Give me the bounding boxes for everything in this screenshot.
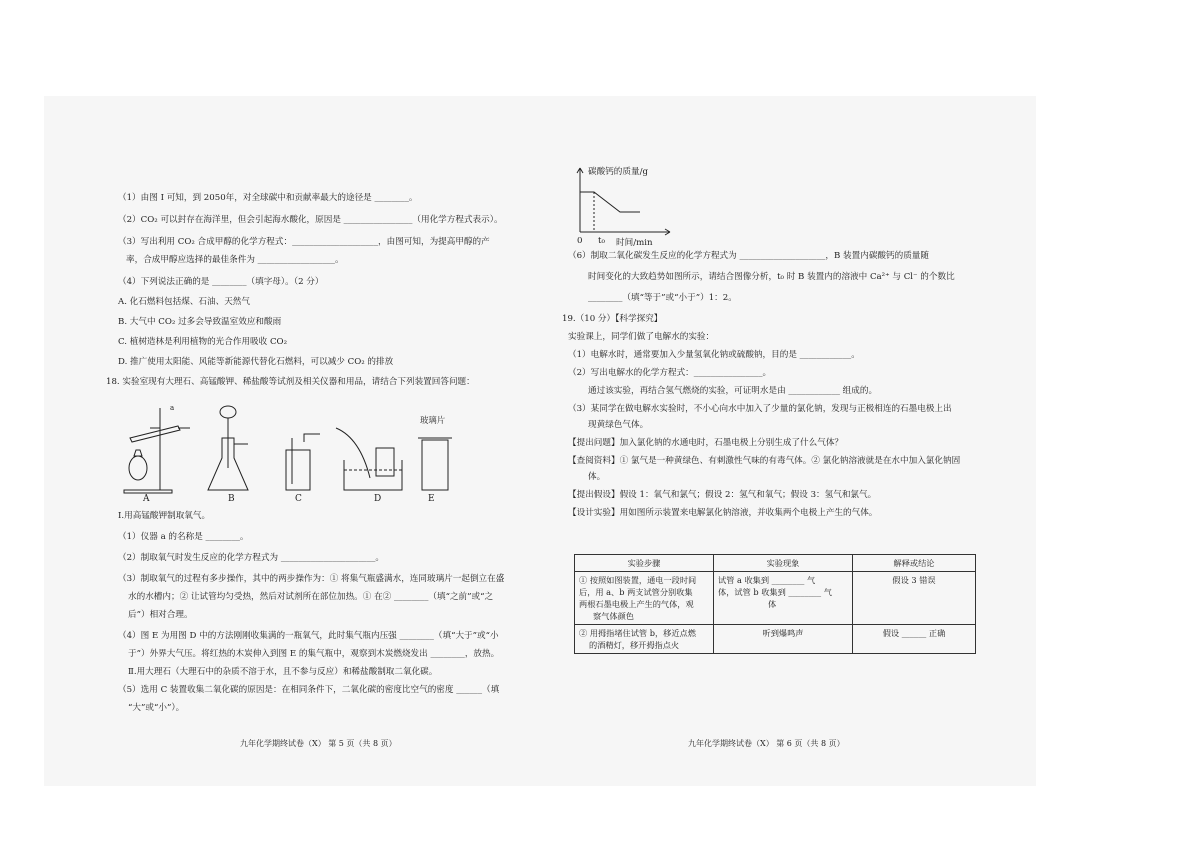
q18-3a: （3）制取氧气的过程有多步操作，其中的两步操作为：① 将集气瓶盛满水，连同玻璃片一起倒立在盛 — [118, 574, 505, 584]
left-footer: 九年化学期终试卷（X） 第 5 页（共 8 页） — [240, 739, 397, 748]
option-c: C. 植树造林是利用植物的光合作用吸收 CO₂ — [118, 337, 288, 347]
table-header-row — [575, 555, 976, 572]
apparatus-b — [208, 406, 248, 490]
apparatus-d — [336, 428, 402, 490]
q18-2: （2）制取氧气时发生反应的化学方程式为 ______________________。 — [118, 553, 385, 563]
lab-apparatus-figure — [120, 398, 470, 508]
q18-3b: 水的水槽内；② 让试管均匀受热，然后对试剂所在部位加热。① 在② ________（填“之前”或“之 — [128, 592, 494, 602]
q17-2: （2）CO₂ 可以封存在海洋里，但会引起海水酸化，原因是 ________________（用化学方程式表示）。 — [118, 215, 503, 225]
th-phenomenon: 实验现象 — [714, 555, 853, 572]
materials-b: 体。 — [588, 472, 606, 482]
q19-2: （2）写出电解水的化学方程式：________________。 — [568, 368, 772, 378]
apparatus-a — [124, 404, 190, 493]
glass-plate-label: 玻璃片 — [420, 415, 446, 425]
letter-a: A — [143, 494, 150, 504]
apparatus-c — [286, 434, 320, 490]
q17-3b: 率，合成甲醇应选择的最佳条件为 __________________。 — [126, 255, 344, 265]
row1-phenomenon: 试管 a 收集到 ________ 气 体，试管 b 收集到 ________ 气 体 — [714, 572, 853, 625]
q18-6c: ________（填“等于”或“小于”）1：2。 — [588, 293, 737, 303]
option-b: B. 大气中 CO₂ 过多会导致温室效应和酸雨 — [118, 317, 282, 327]
option-a: A. 化石燃料包括煤、石油、天然气 — [118, 297, 250, 307]
y-axis-label: 碳酸钙的质量/g — [588, 167, 648, 177]
letter-c: C — [295, 494, 302, 504]
th-conclusion: 解释或结论 — [853, 555, 976, 572]
series-line — [580, 192, 640, 212]
label-a: a — [170, 404, 175, 412]
materials: 【查阅资料】① 氯气是一种黄绿色、有刺激性气味的有毒气体。② 氯化钠溶液就是在水中加入氯化钠固 — [568, 456, 961, 466]
letter-d: D — [374, 494, 382, 504]
part-i: Ⅰ.用高锰酸钾制取氧气。 — [118, 511, 211, 521]
problem: 【提出问题】加入氯化钠的水通电时，石墨电极上分别生成了什么气体？ — [568, 438, 844, 448]
x-tick-0: 0 — [577, 236, 583, 246]
q19-intro: 实验课上，同学们做了电解水的实验： — [568, 332, 715, 342]
q18-1: （1）仪器 a 的名称是 ________。 — [118, 532, 249, 542]
q17-1: （1）由图 I 可知，到 2050年，对全球碳中和贡献率最大的途径是 ________。 — [118, 193, 418, 203]
q18-3c: 后”）相对合理。 — [128, 610, 193, 620]
letter-b: B — [228, 494, 235, 504]
q18-6a: （6）制取二氧化碳发生反应的化学方程式为 ____________________，B 装置内碳酸钙的质量随 — [568, 251, 929, 261]
q19-title: 19.（10 分）【科学探究】 — [562, 314, 663, 324]
row2-conclusion: 假设 ______ 正确 — [853, 625, 976, 654]
q19-3b: 现黄绿色气体。 — [588, 420, 649, 430]
q18-4b: 于”）外界大气压。将红热的木炭伸入到图 E 的集气瓶中，观察到木炭燃烧发出 ________，放热。 — [128, 649, 500, 659]
q17-3a: （3）写出利用 CO₂ 合成甲醇的化学方程式：____________________，由图可知，为提高甲醇的产 — [118, 237, 490, 247]
q19-3a: （3）某同学在做电解水实验时，不小心向水中加入了少量的氯化钠，发现与正极相连的石墨电极上出 — [568, 404, 952, 414]
table-row — [575, 625, 976, 654]
q18-4a: （4）图 E 为用图 D 中的方法刚刚收集满的一瓶氧气，此时集气瓶内压强 ________（填“大于”或“小 — [118, 631, 499, 641]
q18-6b: 时间变化的大致趋势如图所示，请结合图像分析，t₀ 时 B 装置内的溶液中 Ca²⁺ 与 Cl⁻ 的个数比 — [588, 272, 955, 282]
left-page-text-2 — [118, 510, 558, 714]
row1-conclusion: 假设 3 错误 — [853, 572, 976, 625]
experiment-table — [574, 554, 976, 654]
letter-e: E — [428, 494, 435, 504]
q18-intro: 18. 实验室现有大理石、高锰酸钾、稀盐酸等试剂及相关仪器和用品，请结合下列装置回答问题： — [106, 377, 475, 387]
apparatus-e — [418, 438, 452, 490]
q17-4: （4）下列说法正确的是 ________（填字母）。（2 分） — [118, 277, 324, 287]
right-page-text — [562, 250, 1008, 519]
part-ii: Ⅱ.用大理石（大理石中的杂质不溶于水，且不参与反应）和稀盐酸制取二氧化碳。 — [128, 667, 438, 677]
q19-1: （1）电解水时，通常要加入少量氢氧化钠或硫酸钠，目的是 ____________。 — [568, 350, 860, 360]
x-tick-t0: t₀ — [598, 236, 605, 246]
x-axis-label: 时间/min — [616, 238, 653, 248]
right-footer: 九年化学期终试卷（X） 第 6 页（共 8 页） — [688, 739, 845, 748]
q18-5b: “大”或“小”）。 — [128, 703, 185, 713]
design: 【设计实验】用如图所示装置来电解氯化钠溶液，并收集两个电极上产生的气体。 — [568, 508, 878, 518]
q18-5a: （5）选用 C 装置收集二氧化碳的原因是：在相同条件下，二氧化碳的密度比空气的密度 ______（填 — [118, 685, 500, 695]
hypotheses: 【提出假设】假设 1：氧气和氯气；假设 2：氢气和氧气；假设 3：氢气和氯气。 — [568, 490, 877, 500]
row2-step: ② 用拇指堵住试管 b，移近点燃 的酒精灯，移开拇指点火 — [575, 625, 714, 654]
row2-phenomenon: 听到爆鸣声 — [714, 625, 853, 654]
row1-step: ① 按照如图装置，通电一段时间 后，用 a、b 两支试管分别收集 两根石墨电极上产生的气体，观 察气体颜色 — [575, 572, 714, 625]
q19-2b: 通过该实验，再结合氢气燃烧的实验，可证明水是由 ____________ 组成的。 — [588, 386, 878, 396]
th-step: 实验步骤 — [575, 555, 714, 572]
left-page-text — [106, 192, 538, 388]
option-d: D. 推广使用太阳能、风能等新能源代替化石燃料，可以减少 CO₂ 的排放 — [118, 357, 394, 367]
table-row — [575, 572, 976, 625]
